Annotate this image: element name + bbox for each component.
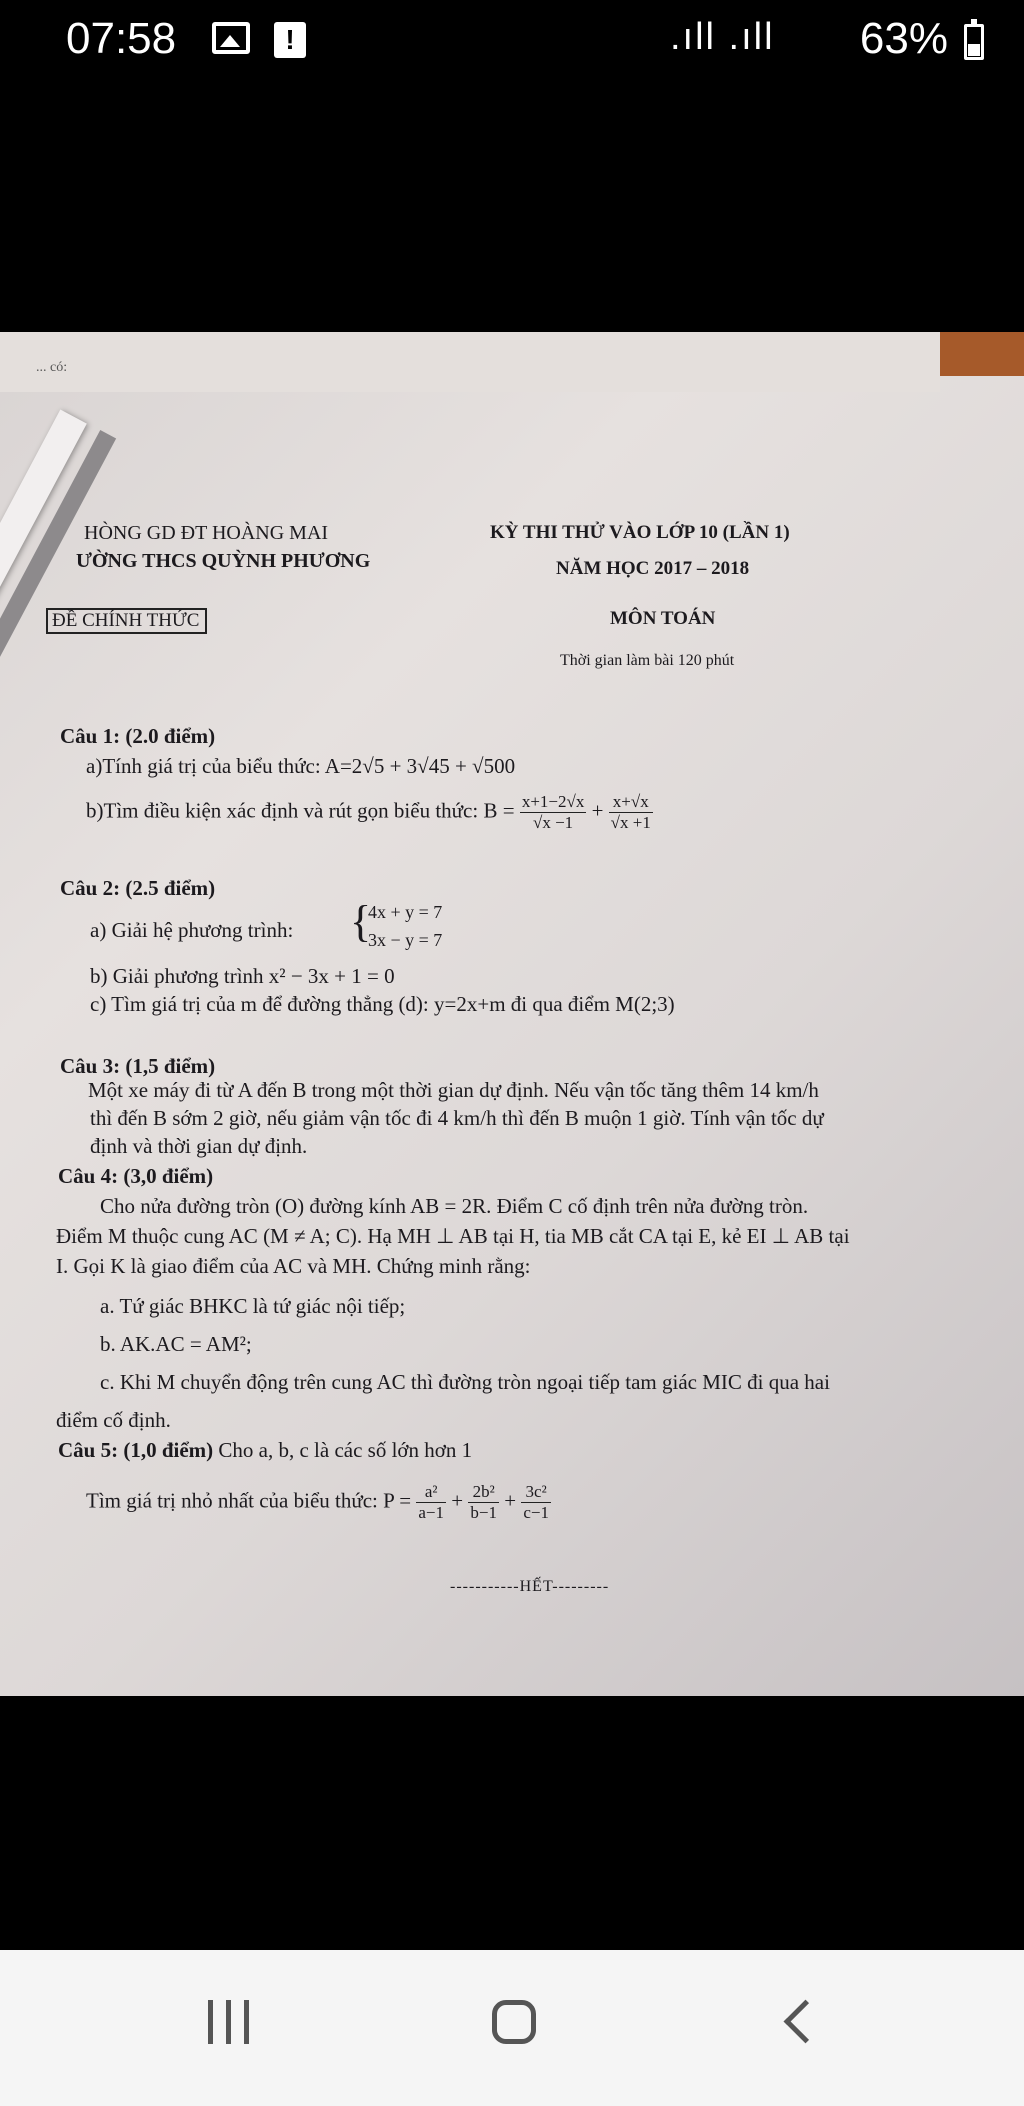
q5-expression bbox=[86, 1482, 551, 1523]
q5-plus-1: + bbox=[451, 1488, 464, 1513]
q1-b-fraction-1 bbox=[520, 792, 587, 833]
recent-apps-icon-bar bbox=[244, 2000, 249, 2044]
status-bar bbox=[0, 0, 1024, 84]
q4-a: a. Tứ giác BHKC là tứ giác nội tiếp; bbox=[100, 1294, 406, 1318]
q1-b-f2-num: x+√x bbox=[609, 792, 653, 813]
alert-icon: ! bbox=[274, 22, 306, 58]
q3-line3: định và thời gian dự định. bbox=[90, 1134, 308, 1158]
q4-title: Câu 4: (3,0 điểm) bbox=[58, 1164, 214, 1188]
official-label: ĐỀ CHÍNH THỨC bbox=[46, 608, 207, 634]
q5-f1-num: a² bbox=[416, 1482, 446, 1503]
q2-c: c) Tìm giá trị của m để đường thẳng (d): y=2x+m đi qua điểm M(2;3) bbox=[90, 992, 675, 1016]
duration: Thời gian làm bài 120 phút bbox=[560, 652, 735, 669]
exam-title: KỲ THI THỬ VÀO LỚP 10 (LẦN 1) bbox=[490, 522, 790, 543]
subject: MÔN TOÁN bbox=[610, 608, 716, 629]
q5-plus-2: + bbox=[504, 1488, 517, 1513]
recent-apps-button[interactable] bbox=[190, 1990, 270, 2060]
q2-eq2: 3x − y = 7 bbox=[368, 930, 443, 950]
q5-f3-den: c−1 bbox=[523, 1503, 549, 1522]
q1-b-f2-den: √x +1 bbox=[610, 813, 651, 832]
signal-icon: .ıll .ıll bbox=[670, 16, 775, 58]
q1-a: a)Tính giá trị của biểu thức: A=2√5 + 3√45 + √500 bbox=[86, 754, 516, 778]
recent-apps-icon-bar bbox=[226, 2000, 231, 2044]
q5-fraction-3 bbox=[521, 1482, 551, 1523]
q5-heading bbox=[58, 1438, 472, 1463]
q4-line3: I. Gọi K là giao điểm của AC và MH. Chứng minh rằng: bbox=[56, 1254, 531, 1278]
recent-apps-icon bbox=[208, 2000, 213, 2044]
q4-c2: điểm cố định. bbox=[56, 1408, 171, 1432]
paper-underlay bbox=[0, 332, 940, 392]
q5-fraction-1 bbox=[416, 1482, 446, 1523]
q1-title: Câu 1: (2.0 điểm) bbox=[60, 724, 216, 748]
q3-title: Câu 3: (1,5 điểm) bbox=[60, 1054, 216, 1078]
battery-icon bbox=[964, 24, 984, 60]
back-button[interactable] bbox=[764, 1990, 844, 2060]
q1-b-text: b)Tìm điều kiện xác định và rút gọn biểu thức: B = bbox=[86, 798, 515, 823]
q2-a: a) Giải hệ phương trình: bbox=[90, 918, 294, 942]
q2-b: b) Giải phương trình x² − 3x + 1 = 0 bbox=[90, 964, 395, 988]
top-note: ... có: bbox=[36, 360, 68, 375]
school-year: NĂM HỌC 2017 – 2018 bbox=[556, 558, 750, 579]
home-icon bbox=[492, 2000, 536, 2044]
q4-line2: Điểm M thuộc cung AC (M ≠ A; C). Hạ MH ⊥ AB tại H, tia MB cắt CA tại E, kẻ EI ⊥ AB tại bbox=[56, 1224, 850, 1248]
q1-b-fraction-2 bbox=[609, 792, 653, 833]
paper-fold-shadow bbox=[0, 430, 116, 774]
dept-name: HÒNG GD ĐT HOÀNG MAI bbox=[84, 522, 329, 544]
end-marker: -----------HẾT--------- bbox=[450, 1578, 610, 1595]
navigation-bar bbox=[0, 1950, 1024, 2106]
q4-c: c. Khi M chuyển động trên cung AC thì đường tròn ngoại tiếp tam giác MIC đi qua hai bbox=[100, 1370, 830, 1394]
q1-b-f1-num: x+1−2√x bbox=[521, 792, 585, 811]
q4-line1: Cho nửa đường tròn (O) đường kính AB = 2R. Điểm C cố định trên nửa đường tròn. bbox=[100, 1194, 809, 1218]
table-edge bbox=[940, 332, 1024, 376]
exam-photo bbox=[0, 332, 1024, 1696]
q5-title: Câu 5: (1,0 điểm) bbox=[58, 1438, 214, 1462]
q4-b: b. AK.AC = AM²; bbox=[100, 1332, 252, 1356]
q5-intro: Cho a, b, c là các số lớn hơn 1 bbox=[218, 1438, 473, 1462]
school-name: ƯỜNG THCS QUỲNH PHƯƠNG bbox=[76, 550, 371, 572]
q5-text: Tìm giá trị nhỏ nhất của biểu thức: P = bbox=[86, 1488, 412, 1513]
q5-f2-num: 2b² bbox=[468, 1482, 499, 1503]
q5-f1-den: a−1 bbox=[418, 1503, 445, 1522]
q2-eq1: 4x + y = 7 bbox=[368, 902, 443, 922]
q1-b-plus: + bbox=[591, 798, 604, 823]
battery-percent: 63% bbox=[859, 14, 948, 63]
q5-f3-num: 3c² bbox=[521, 1482, 551, 1503]
q1-b-f1-den: √x −1 bbox=[532, 813, 574, 832]
back-chevron-icon bbox=[784, 2000, 828, 2044]
status-time: 07:58 bbox=[66, 14, 177, 63]
q5-f2-den: b−1 bbox=[470, 1503, 497, 1522]
q1-b bbox=[86, 792, 653, 833]
q5-fraction-2 bbox=[468, 1482, 499, 1523]
q2-title: Câu 2: (2.5 điểm) bbox=[60, 876, 216, 900]
q3-line2: thì đến B sớm 2 giờ, nếu giảm vận tốc đi 4 km/h thì đến B muộn 1 giờ. Tính vận tốc dự bbox=[90, 1106, 824, 1130]
home-button[interactable] bbox=[472, 1990, 552, 2060]
q3-line1: Một xe máy đi từ A đến B trong một thời gian dự định. Nếu vận tốc tăng thêm 14 km/h bbox=[88, 1078, 819, 1102]
gallery-icon bbox=[212, 22, 250, 54]
system-brace: { bbox=[350, 897, 372, 946]
